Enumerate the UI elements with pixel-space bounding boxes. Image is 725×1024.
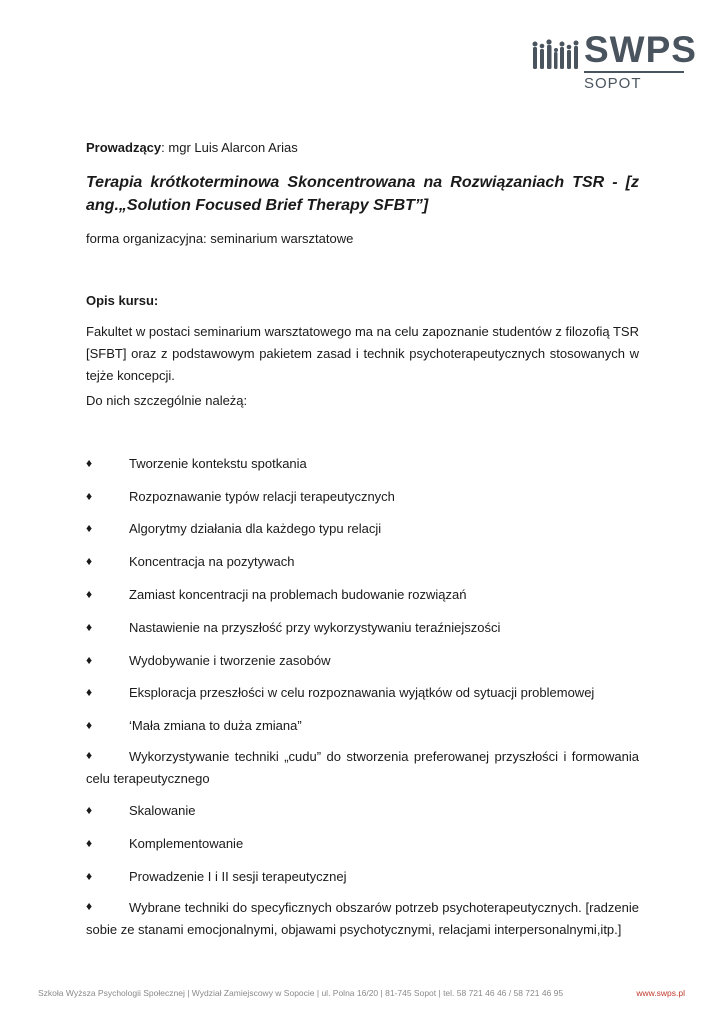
topic-text: Rozpoznawanie typów relacji terapeutycznych	[129, 489, 395, 504]
topic-text: Skalowanie	[129, 803, 196, 818]
instructor-line	[86, 138, 298, 157]
logo-brand-text: SWPS	[584, 29, 697, 70]
swps-logo	[530, 29, 697, 94]
logo-city-text: SOPOT	[584, 75, 642, 92]
instructor-name: : mgr Luis Alarcon Arias	[161, 140, 298, 155]
topic-item	[86, 618, 639, 637]
diamond-bullet-icon: ♦	[86, 869, 93, 883]
description-heading: Opis kursu:	[86, 293, 159, 308]
diamond-bullet-icon: ♦	[86, 748, 93, 762]
topic-item	[86, 746, 639, 790]
topic-text: Koncentracja na pozytywach	[129, 554, 295, 569]
topic-item	[86, 834, 639, 853]
topic-text: Algorytmy działania dla każdego typu relacji	[129, 521, 382, 536]
topic-text: Prowadzenie I i II sesji terapeutycznej	[129, 869, 347, 884]
topic-item	[86, 651, 639, 670]
diamond-bullet-icon: ♦	[86, 718, 93, 732]
diamond-bullet-icon: ♦	[86, 521, 93, 535]
diamond-bullet-icon: ♦	[86, 653, 93, 667]
topic-text: Zamiast koncentracji na problemach budowanie rozwiązań	[129, 587, 467, 602]
topic-text: Eksploracja przeszłości w celu rozpoznawania wyjątków od sytuacji problemowej	[129, 685, 595, 700]
topic-item	[86, 867, 639, 886]
diamond-bullet-icon: ♦	[86, 899, 93, 913]
course-description: Fakultet w postaci seminarium warsztatowego ma na celu zapoznanie studentów z filozofią TSR [SFBT] oraz z podstawowym pakietem zasad i technik psychoterapeutycznych stosowanych w tejże koncepcji.	[86, 324, 639, 383]
topic-text: Tworzenie kontekstu spotkania	[129, 456, 307, 471]
footer-address: Szkoła Wyższa Psychologii Społecznej | Wydział Zamiejscowy w Sopocie | ul. Polna 16/20 | 81-745 Sopot | tel. 58 721 46 46 / 58 721 46 95	[38, 988, 564, 998]
topic-item	[86, 487, 639, 506]
topic-item	[86, 552, 639, 571]
topic-item	[86, 585, 639, 604]
topic-item	[86, 454, 639, 473]
topic-text: Wydobywanie i tworzenie zasobów	[129, 653, 331, 668]
diamond-bullet-icon: ♦	[86, 489, 93, 503]
diamond-bullet-icon: ♦	[86, 803, 93, 817]
topic-text: Komplementowanie	[129, 836, 244, 851]
topic-item	[86, 897, 639, 941]
diamond-bullet-icon: ♦	[86, 836, 93, 850]
topic-item	[86, 716, 639, 735]
course-title	[86, 171, 639, 217]
topics-intro: Do nich szczególnie należą:	[86, 393, 248, 408]
topic-text: Wykorzystywanie techniki „cudu” do stworzenia preferowanej przyszłości i formowania celu terapeutycznego	[86, 749, 639, 786]
topic-text: Wybrane techniki do specyficznych obszarów potrzeb psychoterapeutycznych. [radzenie sobie ze stanami emocjonalnymi, objawami psychotycznymi, relacjami interpersonalnymi,itp.]	[86, 900, 639, 937]
diamond-bullet-icon: ♦	[86, 620, 93, 634]
instructor-label: Prowadzący	[86, 140, 162, 155]
course-title-line-1: Terapia krótkoterminowa Skoncentrowana na Rozwiązaniach TSR - [z	[86, 174, 639, 191]
topic-item	[86, 519, 639, 538]
diamond-bullet-icon: ♦	[86, 456, 93, 470]
topic-text: Nastawienie na przyszłość przy wykorzystywaniu teraźniejszości	[129, 620, 501, 635]
diamond-bullet-icon: ♦	[86, 587, 93, 601]
logo-divider	[584, 71, 684, 73]
diamond-bullet-icon: ♦	[86, 554, 93, 568]
footer-website-link[interactable]: www.swps.pl	[636, 988, 685, 998]
topic-text: ‘Mała zmiana to duża zmiana”	[129, 718, 302, 733]
topic-item	[86, 683, 639, 702]
page-footer	[38, 988, 685, 998]
course-title-line-2: ang.„Solution Focused Brief Therapy SFBT”]	[86, 197, 429, 214]
course-form: forma organizacyjna: seminarium warsztatowe	[86, 231, 354, 246]
topic-item	[86, 801, 639, 820]
diamond-bullet-icon: ♦	[86, 685, 93, 699]
people-silhouettes-icon	[530, 38, 582, 72]
